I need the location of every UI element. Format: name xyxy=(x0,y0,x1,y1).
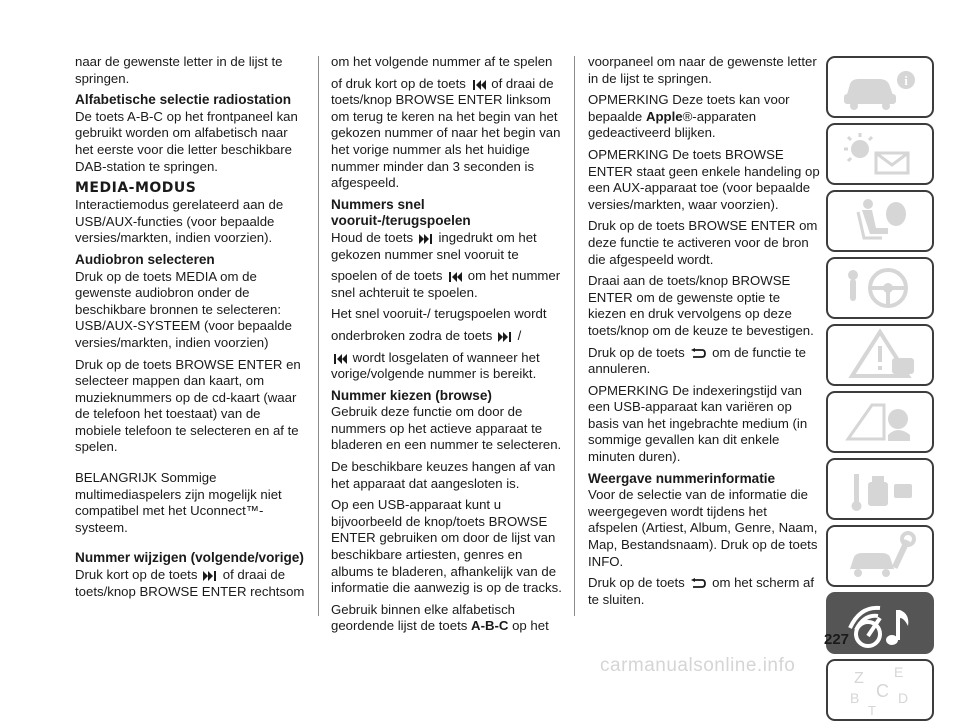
paragraph: Druk op de toets BROWSE ENTER en selecteer mappen dan kaart, om muzieknummers op de cd-kaart (waar de telefoon het toestaat) van de mobiele telefoon te selecteren en af te spelen. xyxy=(75,356,301,455)
next-track-icon xyxy=(419,234,433,244)
paragraph: onderbroken zodra de toets / xyxy=(331,327,522,343)
warning-triangle-icon xyxy=(832,328,928,382)
paragraph: Gebruik binnen elke alfabetisch geordende lijst de toets A-B-C op het xyxy=(331,601,549,634)
paragraph-note: OPMERKING De toets BROWSE ENTER staat geen enkele handeling op een AUX-apparaat toe (voor bepaalde versies/markten, waar voorzien). xyxy=(588,146,820,212)
heading-alphabetical-selection: Alfabetische selectie radiostation xyxy=(75,92,292,108)
heading-audio-source: Audiobron selecteren xyxy=(75,251,215,267)
index-letter: B xyxy=(850,690,860,706)
paragraph: of druk kort op de toets of draai de toets/knop BROWSE ENTER linksom om terug te keren na het begin van het gekozen nummer of naar het begin van het vorige nummer als het huidige nummer minder dan 3 seconden is afgespeeld. xyxy=(331,75,561,191)
chapter-sidebar xyxy=(826,56,934,726)
paragraph: wordt losgelaten of wanneer het vorige/volgende nummer is bereikt. xyxy=(331,349,540,382)
paragraph: Interactiemodus gerelateerd aan de USB/AUX-functies (voor bepaalde versies/markten, indien voorzien). xyxy=(75,197,284,246)
paragraph: De toets A-B-C op het frontpaneel kan gebruikt worden om alfabetisch naar het eerste voor die letter beschikbare DAB-station te springen. xyxy=(75,108,298,174)
paragraph-note: OPMERKING Deze toets kan voor bepaalde Apple®-apparaten gedeactiveerd blijken. xyxy=(588,92,790,141)
next-track-icon xyxy=(203,571,217,581)
paragraph: naar de gewenste letter in de lijst te springen. xyxy=(75,54,283,86)
paragraph: Draai aan de toets/knop BROWSE ENTER om de gewenste optie te kiezen en druk vervolgens op deze toets/knop om de keuze te bevestigen. xyxy=(588,273,814,338)
index-letter: C xyxy=(876,681,889,701)
next-track-icon xyxy=(498,332,512,342)
steering-wheel-icon xyxy=(832,261,928,315)
tab-car-info[interactable] xyxy=(826,56,934,118)
heading-media-mode: MEDIA-MODUS xyxy=(75,180,197,197)
tab-safety[interactable] xyxy=(826,190,934,252)
tab-technical-data[interactable] xyxy=(826,525,934,587)
text-column-2 xyxy=(331,54,563,640)
paragraph-important: BELANGRIJK Sommige multimediaspelers zijn mogelijk niet compatibel met het Uconnect™-systeem. xyxy=(75,470,282,535)
car-info-icon xyxy=(832,60,928,114)
paragraph: spoelen of de toets om het nummer snel achteruit te spoelen. xyxy=(331,268,561,300)
svg-text:i: i xyxy=(904,73,908,88)
tab-emergency[interactable] xyxy=(826,391,934,453)
paragraph: Op een USB-apparaat kunt u bijvoorbeeld de knop/toets BROWSE ENTER gebruiken om door de lijst van beschikbare artiesten, genres en albums te bladeren, afhankelijk van de informatie die aanwezig is op de tracks. xyxy=(331,497,562,596)
tab-warning-lights[interactable] xyxy=(826,324,934,386)
heading-browse: Nummer kiezen (browse) xyxy=(331,387,492,403)
tab-index[interactable] xyxy=(826,659,934,721)
alphabetical-index-icon xyxy=(832,663,928,717)
watermark: carmanualsonline.info xyxy=(600,655,796,676)
back-icon xyxy=(690,348,706,359)
paragraph: Voor de selectie van de informatie die weergegeven wordt tijdens het afspelen (Artiest, Album, Genre, Naam, Map, Bestandsnaam). Druk op de toets INFO. xyxy=(588,487,818,569)
heading-change-track: Nummer wijzigen (volgende/vorige) xyxy=(75,550,304,566)
apple-brand-label: Apple xyxy=(645,108,683,124)
previous-track-icon xyxy=(448,272,462,282)
paragraph: Gebruik deze functie om door de nummers op het actieve apparaat te bladeren en een nummer te selecteren. xyxy=(331,404,562,453)
index-letter: Z xyxy=(854,670,864,687)
paragraph: Druk op de toets om het scherm af te sluiten. xyxy=(588,575,814,607)
roadside-assistance-icon xyxy=(832,395,928,449)
paragraph: Druk op de toets MEDIA om de gewenste audiobron onder de beschikbare bronnen te selecteren: USB/AUX-SYSTEEM (voor bepaalde versies/markten, indien voorzien) xyxy=(75,268,292,350)
index-letter: E xyxy=(894,664,904,680)
paragraph: Het snel vooruit-/ terugspoelen wordt xyxy=(331,306,547,322)
back-icon xyxy=(690,578,706,589)
index-letter: D xyxy=(898,690,909,706)
paragraph: De beschikbare keuzes hangen af van het apparaat dat aangesloten is. xyxy=(331,459,556,491)
text-column-1 xyxy=(75,54,307,605)
abc-key-label: A-B-C xyxy=(471,618,509,634)
paragraph: Houd de toets ingedrukt om het gekozen nummer snel vooruit te xyxy=(331,229,537,262)
paragraph: Druk kort op de toets of draai de toets/knop BROWSE ENTER rechtsom xyxy=(75,567,305,599)
column-divider xyxy=(574,56,575,616)
heading-fast-forward: Nummers snel vooruit-/terugspoelen xyxy=(331,196,471,229)
page-number: 227 xyxy=(824,631,850,648)
column-divider xyxy=(318,56,319,616)
tools-maintenance-icon xyxy=(832,462,928,516)
index-letter: T xyxy=(868,703,876,717)
tab-lights-messages[interactable] xyxy=(826,123,934,185)
heading-track-info: Weergave nummerinformatie xyxy=(588,470,776,486)
paragraph: voorpaneel om naar de gewenste letter in de lijst te springen. xyxy=(588,54,817,86)
paragraph: Druk op de toets om de functie te annuleren. xyxy=(588,344,806,377)
wrench-car-icon xyxy=(832,529,928,583)
previous-track-icon xyxy=(333,354,347,364)
lights-mail-icon xyxy=(832,127,928,181)
paragraph: Druk op de toets BROWSE ENTER om deze functie te activeren voor de bron die afgespeeld wordt. xyxy=(588,218,818,267)
tab-starting-driving[interactable] xyxy=(826,257,934,319)
paragraph: om het volgende nummer af te spelen xyxy=(331,54,553,69)
text-column-3 xyxy=(588,54,820,613)
tab-maintenance[interactable] xyxy=(826,458,934,520)
airbag-seat-icon xyxy=(832,194,928,248)
paragraph-note: OPMERKING De indexeringstijd van een USB-apparaat kan variëren op basis van het ingebrachte medium (in sommige gevallen kan dit enkele minuten duren). xyxy=(588,382,808,465)
previous-track-icon xyxy=(472,80,486,90)
